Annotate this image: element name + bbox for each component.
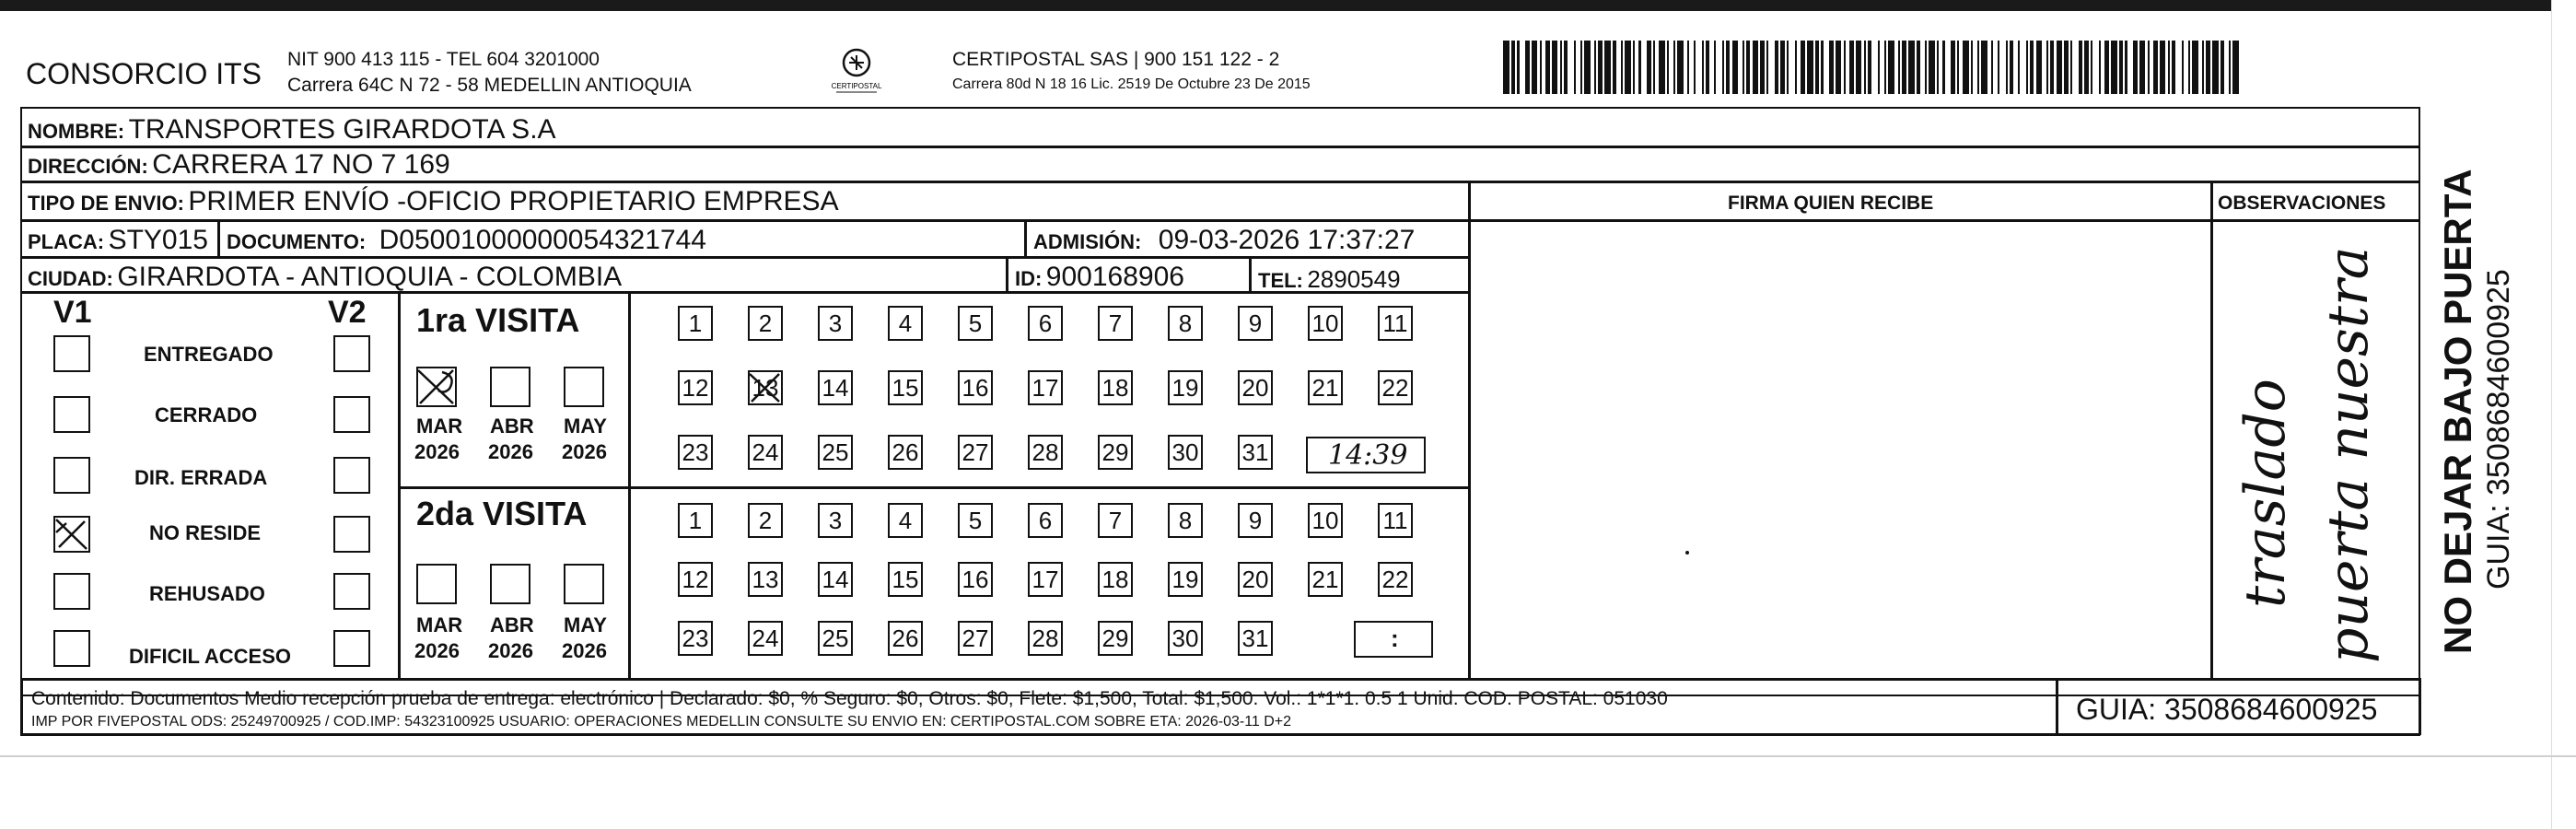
year-label: 2026 xyxy=(488,639,533,662)
day-box[interactable]: 6 xyxy=(1028,306,1063,341)
day-box[interactable]: 9 xyxy=(1238,306,1273,341)
placa-label: PLACA: xyxy=(28,230,105,253)
observation-handwriting-1: traslado xyxy=(2233,379,2298,608)
day-box[interactable]: 14 xyxy=(818,562,853,597)
status-label: CERRADO xyxy=(155,403,258,426)
day-box[interactable]: 13 xyxy=(748,562,783,597)
certipostal-logo xyxy=(829,44,884,96)
day-box[interactable]: 21 xyxy=(1308,562,1343,597)
rehusado-v2-checkbox[interactable] xyxy=(333,573,370,610)
day-box[interactable]: 27 xyxy=(958,621,993,656)
check-mark-icon xyxy=(748,370,783,405)
day-box[interactable]: 1 xyxy=(678,306,713,341)
month-label: MAR xyxy=(416,613,463,636)
day-box[interactable]: 19 xyxy=(1168,562,1203,597)
day-box[interactable]: 22 xyxy=(1378,562,1413,597)
cerrado-v2-checkbox[interactable] xyxy=(333,396,370,433)
day-box[interactable]: 3 xyxy=(818,503,853,538)
month-label: MAY xyxy=(564,613,607,636)
day-box[interactable]: 16 xyxy=(958,370,993,405)
day-box[interactable]: 1 xyxy=(678,503,713,538)
status-label: ENTREGADO xyxy=(144,343,274,366)
day-box[interactable]: 25 xyxy=(818,621,853,656)
day-box[interactable]: 7 xyxy=(1098,503,1133,538)
status-label: DIFICIL ACCESO xyxy=(129,645,292,668)
ciudad-label: CIUDAD: xyxy=(28,267,113,290)
status-label: REHUSADO xyxy=(149,582,265,605)
svg-text:CERTIPOSTAL: CERTIPOSTAL xyxy=(831,82,882,90)
day-box[interactable]: 20 xyxy=(1238,562,1273,597)
ciudad-value: GIRARDOTA - ANTIOQUIA - COLOMBIA xyxy=(117,262,623,292)
month-mar-checkbox-1[interactable] xyxy=(416,367,457,407)
day-box[interactable]: 12 xyxy=(678,370,713,405)
id-value: 900168906 xyxy=(1045,262,1184,292)
carrier-name: CERTIPOSTAL SAS | 900 151 122 - 2 xyxy=(952,49,1280,70)
dificil-acceso-v2-checkbox[interactable] xyxy=(333,630,370,667)
day-box[interactable]: 5 xyxy=(958,306,993,341)
year-label: 2026 xyxy=(562,440,607,463)
day-box[interactable]: 2 xyxy=(748,503,783,538)
day-box[interactable]: 19 xyxy=(1168,370,1203,405)
v2-header: V2 xyxy=(328,295,367,330)
year-label: 2026 xyxy=(414,639,460,662)
day-box[interactable]: 14 xyxy=(818,370,853,405)
month-label: ABR xyxy=(490,613,534,636)
day-box[interactable]: 24 xyxy=(748,621,783,656)
day-box[interactable]: 28 xyxy=(1028,435,1063,470)
day-box[interactable]: 17 xyxy=(1028,370,1063,405)
day-box[interactable]: 30 xyxy=(1168,621,1203,656)
day-box[interactable]: 16 xyxy=(958,562,993,597)
second-visit-time: : xyxy=(1391,625,1399,652)
day-box[interactable]: 6 xyxy=(1028,503,1063,538)
day-box[interactable]: 30 xyxy=(1168,435,1203,470)
month-label: ABR xyxy=(490,414,534,438)
id-label: ID: xyxy=(1015,267,1043,290)
no-reside-v1-checkbox[interactable] xyxy=(53,516,90,553)
second-visit-time-box[interactable] xyxy=(1354,621,1433,658)
company-nit: NIT 900 413 115 - TEL 604 3201000 xyxy=(287,49,600,70)
month-label: MAR xyxy=(416,414,463,438)
barcode xyxy=(1503,41,2240,94)
direccion-label: DIRECCIÓN: xyxy=(28,155,148,178)
month-abr-checkbox-2[interactable] xyxy=(490,564,530,604)
tel-value: 2890549 xyxy=(1307,265,1401,293)
side-guia: GUIA: 3508684600925 xyxy=(2481,269,2516,590)
direccion-value: CARRERA 17 NO 7 169 xyxy=(152,149,450,180)
day-box[interactable]: 7 xyxy=(1098,306,1133,341)
day-box[interactable]: 10 xyxy=(1308,503,1343,538)
placa-value: STY015 xyxy=(108,225,208,255)
month-may-checkbox-2[interactable] xyxy=(564,564,604,604)
day-box[interactable]: 4 xyxy=(888,503,923,538)
tipo-envio-label: TIPO DE ENVIO: xyxy=(28,192,184,215)
top-edge xyxy=(0,0,2576,11)
day-box[interactable]: 12 xyxy=(678,562,713,597)
day-box[interactable]: 24 xyxy=(748,435,783,470)
carrier-address: Carrera 80d N 18 16 Lic. 2519 De Octubre 23 De 2015 xyxy=(952,76,1311,92)
dir-errada-v1-checkbox[interactable] xyxy=(53,457,90,494)
footer-info-line: IMP POR FIVEPOSTAL ODS: 25249700925 / COD.IMP: 54323100925 USUARIO: OPERACIONES MEDELLIN CONSULTE SU ENVIO EN: CERTIPOSTAL.COM SOBRE ETA: 2026-03-11 D+2 xyxy=(31,714,1292,730)
v1-header: V1 xyxy=(53,295,92,330)
status-label: NO RESIDE xyxy=(149,521,262,544)
day-box[interactable]: 2 xyxy=(748,306,783,341)
day-box[interactable]: 15 xyxy=(888,562,923,597)
firma-header: FIRMA QUIEN RECIBE xyxy=(1728,193,1934,214)
day-box[interactable]: 8 xyxy=(1168,503,1203,538)
month-may-checkbox-1[interactable] xyxy=(564,367,604,407)
day-box[interactable]: 31 xyxy=(1238,621,1273,656)
day-box[interactable]: 18 xyxy=(1098,370,1133,405)
admision-value: 09-03-2026 17:37:27 xyxy=(1158,225,1416,255)
status-label: DIR. ERRADA xyxy=(134,466,268,489)
first-visit-time: 14:39 xyxy=(1328,439,1408,472)
day-box[interactable]: 18 xyxy=(1098,562,1133,597)
bottom-edge xyxy=(0,755,2576,757)
day-box[interactable]: 23 xyxy=(678,621,713,656)
day-box[interactable]: 9 xyxy=(1238,503,1273,538)
day-box[interactable]: 23 xyxy=(678,435,713,470)
month-label: MAY xyxy=(564,414,607,438)
day-box[interactable]: 29 xyxy=(1098,435,1133,470)
no-dejar-bajo-puerta: NO DEJAR BAJO PUERTA xyxy=(2436,169,2479,654)
year-label: 2026 xyxy=(414,440,460,463)
day-box[interactable]: 29 xyxy=(1098,621,1133,656)
day-box[interactable]: 31 xyxy=(1238,435,1273,470)
signature-area[interactable] xyxy=(1685,551,1689,555)
check-mark-icon xyxy=(416,367,457,407)
first-visit-title: 1ra VISITA xyxy=(416,301,580,339)
day-box[interactable]: 3 xyxy=(818,306,853,341)
tipo-envio-value: PRIMER ENVÍO -OFICIO PROPIETARIO EMPRESA xyxy=(188,186,839,216)
dir-errada-v2-checkbox[interactable] xyxy=(333,457,370,494)
day-box[interactable]: 10 xyxy=(1308,306,1343,341)
day-box[interactable]: 11 xyxy=(1378,503,1413,538)
day-box[interactable]: 17 xyxy=(1028,562,1063,597)
day-box[interactable]: 21 xyxy=(1308,370,1343,405)
month-abr-checkbox-1[interactable] xyxy=(490,367,530,407)
footer-content-line: Contenido: Documentos Medio recepción prueba de entrega: electrónico | Declarado: $0, % Seguro: $0, Otros: $0, Flete: $1,500, Total: $1,500. Vol.: 1*1*1. 0.5 1 Unid. COD. POSTAL: 051030 xyxy=(31,688,1668,709)
dificil-acceso-v1-checkbox[interactable] xyxy=(53,630,90,667)
check-mark-icon xyxy=(53,516,90,553)
tel-label: TEL: xyxy=(1258,269,1303,292)
day-box[interactable]: 20 xyxy=(1238,370,1273,405)
nombre-value: TRANSPORTES GIRARDOTA S.A xyxy=(128,114,556,145)
day-box[interactable]: 8 xyxy=(1168,306,1203,341)
second-visit-title: 2da VISITA xyxy=(416,495,588,532)
day-box[interactable]: 26 xyxy=(888,621,923,656)
day-box[interactable]: 15 xyxy=(888,370,923,405)
nombre-label: NOMBRE: xyxy=(28,120,125,143)
day-box[interactable]: 5 xyxy=(958,503,993,538)
day-box[interactable]: 28 xyxy=(1028,621,1063,656)
day-box[interactable]: 27 xyxy=(958,435,993,470)
cerrado-v1-checkbox[interactable] xyxy=(53,396,90,433)
entregado-v1-checkbox[interactable] xyxy=(53,335,90,372)
first-visit-time-box[interactable] xyxy=(1306,437,1426,473)
company-address: Carrera 64C N 72 - 58 MEDELLIN ANTIOQUIA xyxy=(287,75,692,96)
day-box[interactable]: 22 xyxy=(1378,370,1413,405)
rehusado-v1-checkbox[interactable] xyxy=(53,573,90,610)
year-label: 2026 xyxy=(488,440,533,463)
month-mar-checkbox-2[interactable] xyxy=(416,564,457,604)
day-box[interactable]: 11 xyxy=(1378,306,1413,341)
day-box[interactable]: 4 xyxy=(888,306,923,341)
observaciones-header: OBSERVACIONES xyxy=(2218,193,2386,214)
right-edge xyxy=(2551,0,2576,829)
year-label: 2026 xyxy=(562,639,607,662)
no-reside-v2-checkbox[interactable] xyxy=(333,516,370,553)
day-box[interactable]: 25 xyxy=(818,435,853,470)
day-box[interactable]: 13 xyxy=(748,370,783,405)
admision-label: ADMISIÓN: xyxy=(1033,230,1142,253)
day-box[interactable]: 26 xyxy=(888,435,923,470)
company-name: CONSORCIO ITS xyxy=(26,57,262,90)
documento-label: DOCUMENTO: xyxy=(227,230,367,253)
observation-handwriting-2: puerta nuestra xyxy=(2316,246,2381,663)
footer-guia: GUIA: 3508684600925 xyxy=(2076,693,2378,726)
documento-value: D05001000000054321744 xyxy=(379,225,706,255)
entregado-v2-checkbox[interactable] xyxy=(333,335,370,372)
